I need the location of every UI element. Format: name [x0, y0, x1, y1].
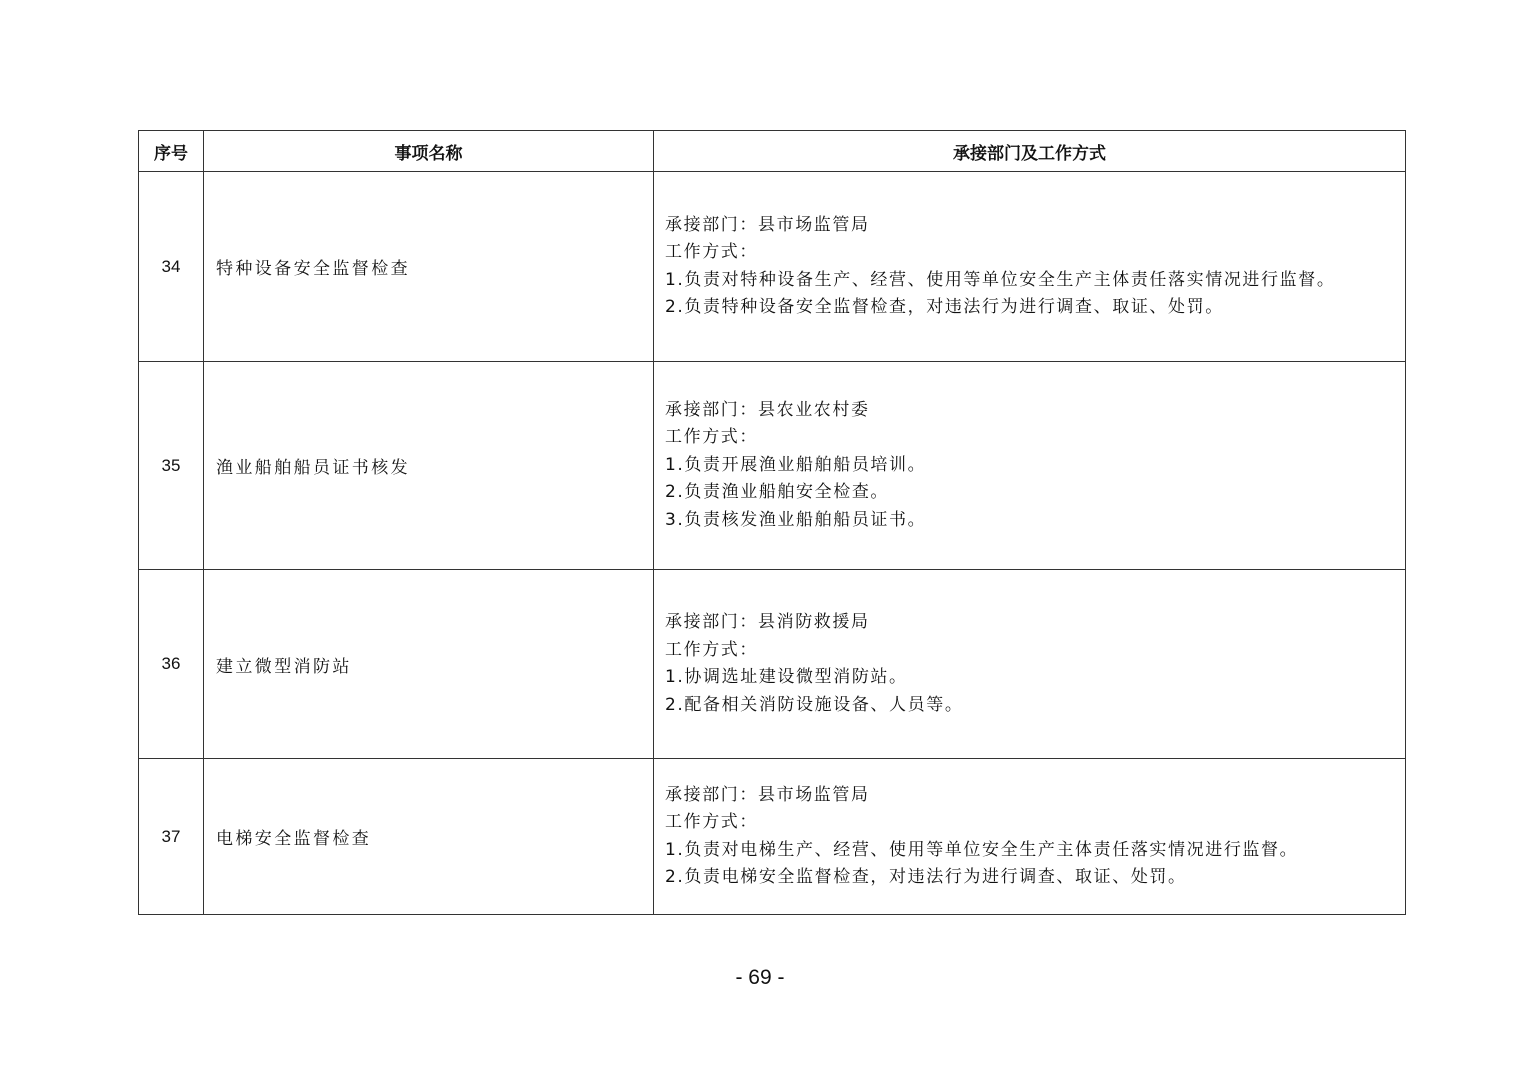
table-row — [139, 172, 1406, 362]
table-row — [139, 759, 1406, 915]
work-method-item: 2.配备相关消防设施设备、人员等。 — [665, 694, 964, 715]
work-method-item: 1.负责开展渔业船舶船员培训。 — [665, 454, 927, 475]
row-serial-number: 36 — [139, 570, 204, 759]
department-line: 承接部门：县农业农村委 — [665, 399, 870, 420]
row-department-method — [654, 570, 1406, 759]
row-serial-number: 34 — [139, 172, 204, 362]
work-method-label: 工作方式： — [665, 427, 758, 448]
work-method-label: 工作方式： — [665, 639, 758, 660]
work-method-item: 2.负责渔业船舶安全检查。 — [665, 482, 890, 503]
header-department-method: 承接部门及工作方式 — [654, 131, 1406, 172]
work-method-item: 3.负责核发渔业船舶船员证书。 — [665, 509, 927, 530]
department-line: 承接部门：县市场监管局 — [665, 784, 870, 805]
row-serial-number: 37 — [139, 759, 204, 915]
row-department-method — [654, 759, 1406, 915]
row-item-name: 建立微型消防站 — [204, 570, 654, 759]
header-item-name: 事项名称 — [204, 131, 654, 172]
work-method-label: 工作方式： — [665, 812, 758, 832]
row-item-name: 渔业船舶船员证书核发 — [204, 362, 654, 570]
row-serial-number: 35 — [139, 362, 204, 570]
work-method-item: 2.负责特种设备安全监督检查，对违法行为进行调查、取证、处罚。 — [665, 297, 1224, 317]
page-number: - 69 - — [735, 966, 785, 989]
row-item-name: 特种设备安全监督检查 — [204, 172, 654, 362]
work-method-label: 工作方式： — [665, 242, 758, 262]
row-item-name: 电梯安全监督检查 — [204, 759, 654, 915]
work-method-item: 1.负责对电梯生产、经营、使用等单位安全生产主体责任落实情况进行监督。 — [665, 839, 1299, 860]
work-method-item: 1.协调选址建设微型消防站。 — [665, 667, 908, 687]
row-department-method — [654, 362, 1406, 570]
items-table — [138, 130, 1406, 915]
work-method-item: 2.负责电梯安全监督检查，对违法行为进行调查、取证、处罚。 — [665, 867, 1187, 887]
row-department-method — [654, 172, 1406, 362]
table-row — [139, 362, 1406, 570]
department-line: 承接部门：县消防救援局 — [665, 612, 870, 632]
work-method-item: 1.负责对特种设备生产、经营、使用等单位安全生产主体责任落实情况进行监督。 — [665, 269, 1336, 290]
department-line: 承接部门：县市场监管局 — [665, 214, 870, 235]
header-serial-number: 序号 — [139, 131, 204, 172]
table-row — [139, 570, 1406, 759]
table-header-row — [139, 131, 1406, 172]
